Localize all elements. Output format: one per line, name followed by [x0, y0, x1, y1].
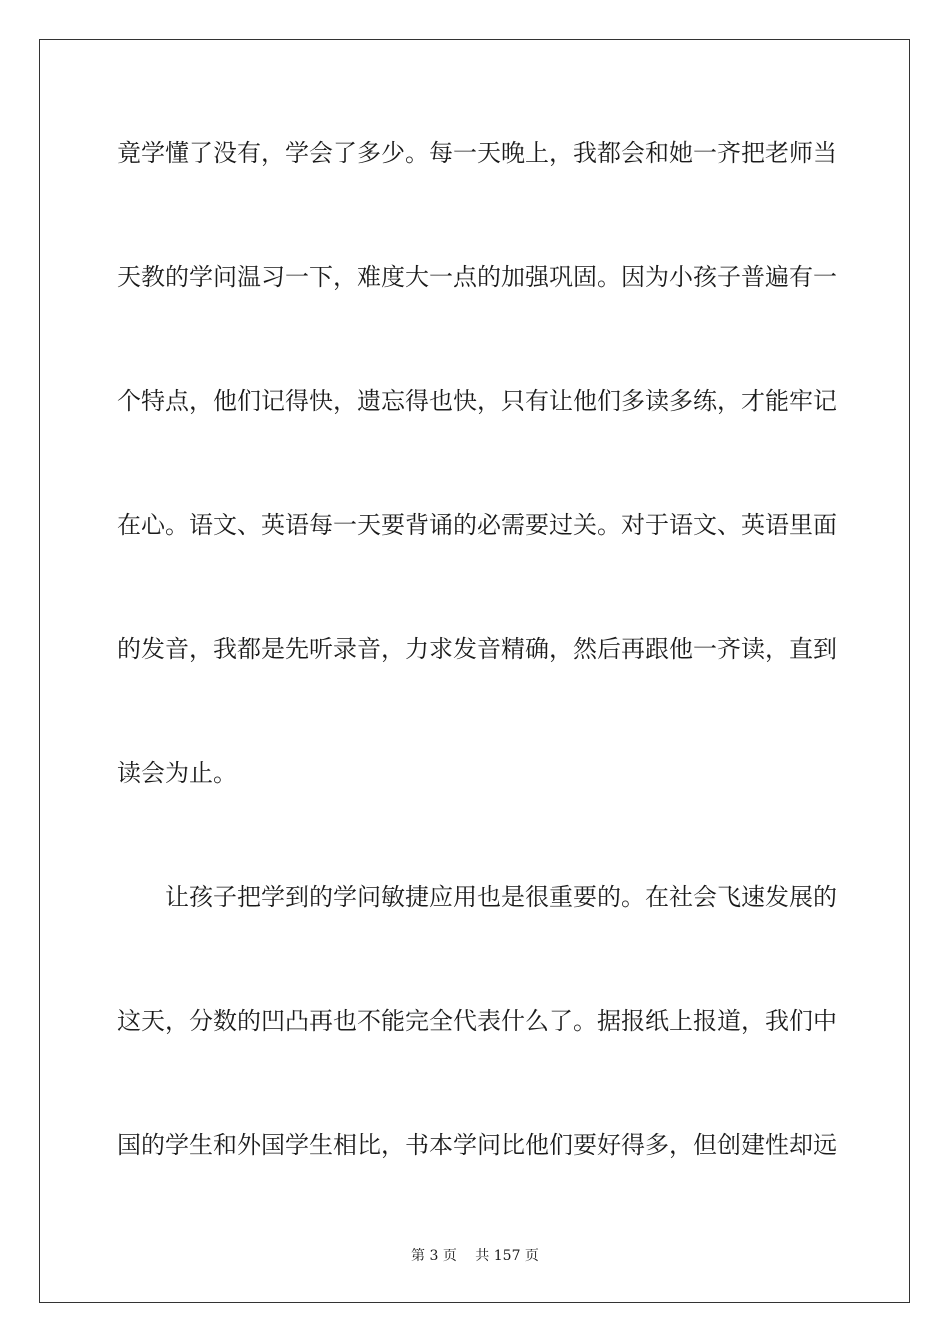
body-text-line: 竟学懂了没有，学会了多少。每一天晚上，我都会和她一齐把老师当	[117, 139, 837, 167]
body-text-line: 天教的学问温习一下，难度大一点的加强巩固。因为小孩子普遍有一	[117, 263, 837, 291]
body-text-line-indented: 让孩子把学到的学问敏捷应用也是很重要的。在社会飞速发展的	[165, 883, 837, 911]
page-frame	[39, 39, 910, 1303]
body-text-line: 这天，分数的凹凸再也不能完全代表什么了。据报纸上报道，我们中	[117, 1007, 837, 1035]
body-text-line: 的发音，我都是先听录音，力求发音精确，然后再跟他一齐读，直到	[117, 635, 837, 663]
body-text-line: 国的学生和外国学生相比，书本学问比他们要好得多，但创建性却远	[117, 1131, 837, 1159]
page-number-footer: 第 3 页 共 157 页	[411, 1248, 539, 1264]
body-text-line: 在心。语文、英语每一天要背诵的必需要过关。对于语文、英语里面	[117, 511, 837, 539]
body-text-line: 读会为止。	[117, 759, 237, 787]
body-text-line: 个特点，他们记得快，遗忘得也快，只有让他们多读多练，才能牢记	[117, 387, 837, 415]
